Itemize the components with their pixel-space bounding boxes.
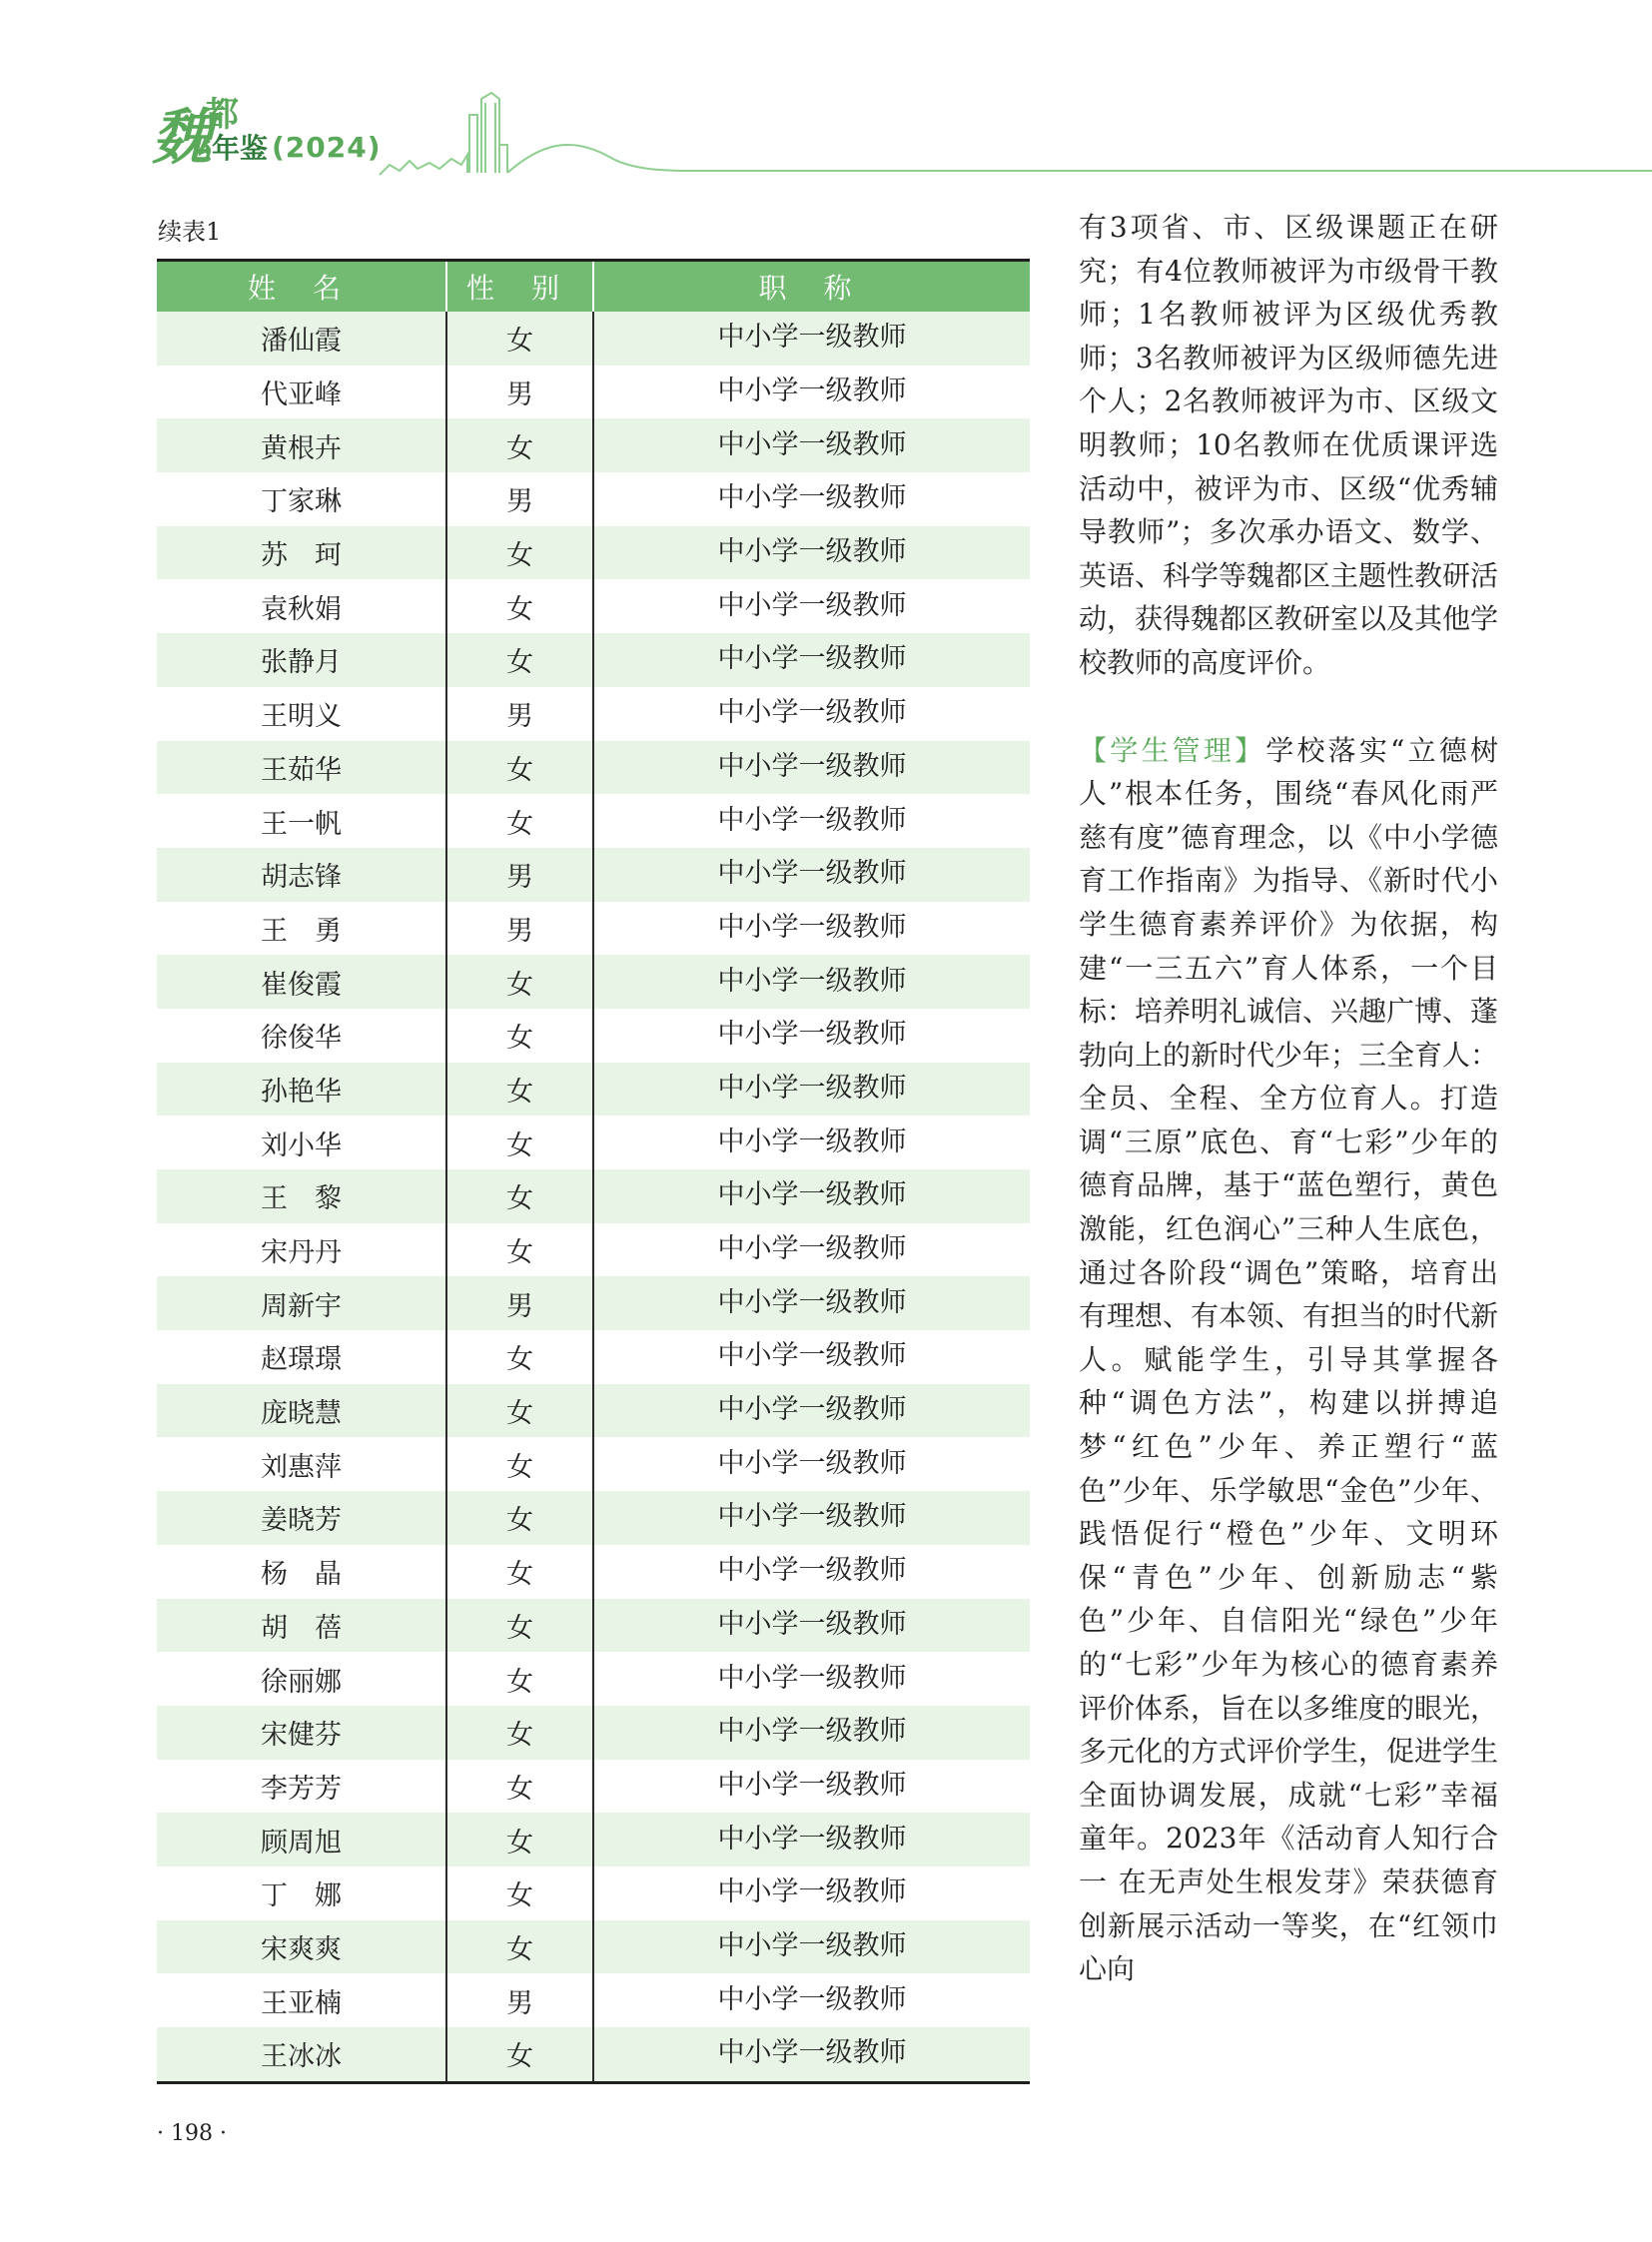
table-row bbox=[157, 1330, 1030, 1384]
cell-title bbox=[593, 1330, 1030, 1384]
cell-title bbox=[593, 1384, 1030, 1438]
cell-gender: 女 bbox=[446, 1063, 593, 1117]
cell-name: 刘小华 bbox=[157, 1116, 446, 1169]
table-row bbox=[157, 902, 1030, 956]
table-row bbox=[157, 1276, 1030, 1330]
logo-year: (2024) bbox=[272, 131, 382, 164]
cell-title-text: 中小学一级教师 bbox=[717, 589, 907, 621]
cell-gender: 女 bbox=[446, 312, 593, 366]
cell-name: 王亚楠 bbox=[157, 1973, 446, 2027]
cell-title-text: 中小学一级教师 bbox=[717, 1929, 907, 1961]
table-row bbox=[157, 955, 1030, 1009]
table-row bbox=[157, 633, 1030, 687]
cell-gender: 女 bbox=[446, 1223, 593, 1277]
cell-title-text: 中小学一级教师 bbox=[717, 2037, 907, 2069]
table-row bbox=[157, 472, 1030, 526]
cell-gender: 女 bbox=[446, 633, 593, 687]
cell-gender: 男 bbox=[446, 1973, 593, 2027]
cell-title-text: 中小学一级教师 bbox=[717, 1394, 907, 1426]
cell-title-text: 中小学一级教师 bbox=[717, 1983, 907, 2015]
cell-title bbox=[593, 741, 1030, 795]
cell-name: 姜晓芳 bbox=[157, 1491, 446, 1545]
table-row bbox=[157, 741, 1030, 795]
table-header-row bbox=[157, 261, 1030, 313]
header-name: 姓 名 bbox=[157, 261, 446, 313]
cell-name: 杨 晶 bbox=[157, 1545, 446, 1599]
cell-name: 王 勇 bbox=[157, 902, 446, 956]
cell-title bbox=[593, 1599, 1030, 1653]
cell-title-text: 中小学一级教师 bbox=[717, 1286, 907, 1318]
cell-title-text: 中小学一级教师 bbox=[717, 1019, 907, 1051]
table-row bbox=[157, 1384, 1030, 1438]
cell-title-text: 中小学一级教师 bbox=[717, 643, 907, 675]
cell-title-text: 中小学一级教师 bbox=[717, 482, 907, 514]
cell-gender: 女 bbox=[446, 1760, 593, 1814]
table-row bbox=[157, 2027, 1030, 2082]
table-row bbox=[157, 1867, 1030, 1920]
cell-name: 潘仙霞 bbox=[157, 312, 446, 366]
cell-gender: 女 bbox=[446, 2027, 593, 2082]
cell-gender: 女 bbox=[446, 1384, 593, 1438]
cell-title-text: 中小学一级教师 bbox=[717, 1769, 907, 1801]
section-label: 【学生管理】 bbox=[1079, 733, 1266, 767]
cell-title-text: 中小学一级教师 bbox=[717, 322, 907, 354]
cell-name: 胡志锋 bbox=[157, 848, 446, 902]
cell-name: 顾周旭 bbox=[157, 1813, 446, 1867]
cell-title bbox=[593, 1973, 1030, 2027]
cell-title bbox=[593, 1491, 1030, 1545]
table-row bbox=[157, 1116, 1030, 1169]
cell-title bbox=[593, 1706, 1030, 1760]
cell-gender: 男 bbox=[446, 902, 593, 956]
cell-gender: 男 bbox=[446, 687, 593, 741]
cell-gender: 男 bbox=[446, 848, 593, 902]
table-row bbox=[157, 579, 1030, 633]
cell-gender: 女 bbox=[446, 1330, 593, 1384]
cell-title bbox=[593, 1063, 1030, 1117]
cell-gender: 女 bbox=[446, 418, 593, 472]
cell-title-text: 中小学一级教师 bbox=[717, 536, 907, 568]
cell-title-text: 中小学一级教师 bbox=[717, 697, 907, 729]
cell-title bbox=[593, 1920, 1030, 1974]
cell-title-text: 中小学一级教师 bbox=[717, 1662, 907, 1694]
cell-title bbox=[593, 1545, 1030, 1599]
paragraph-student-management-text: 学校落实“立德树人”根本任务，围绕“春风化雨严慈有度”德育理念，以《中小学德育工作指南》为指导、《新时代小学生德育素养评价》为依据，构建“一三五六”育人体系，一个目标：培养明礼诚信、兴趣广博、蓬勃向上的新时代少年；三全育人：全员、全程、全方位育人。打造调“三原”底色、育“七彩”少年的德育品牌，基于“蓝色塑行，黄色激能，红色润心”三种人生底色，通过各阶段“调色”策略，培育出有理想、有本领、有担当的时代新人。赋能学生，引导其掌握各种“调色方法”，构建以拼搏追梦“红色”少年、养正塑行“蓝色”少年、乐学敏思“金色”少年、践悟促行“橙色”少年、文明环保“青色”少年、创新励志“紫色”少年、自信阳光“绿色”少年的“七彩”少年为核心的德育素养评价体系，旨在以多维度的眼光，多元化的方式评价学生，促进学生全面协调发展，成就“七彩”幸福童年。2023年《活动育人知行合一 在无声处生根发芽》荣获德育创新展示活动一等奖，在“红领巾心向 bbox=[1079, 733, 1499, 1986]
cell-gender: 女 bbox=[446, 741, 593, 795]
cell-title bbox=[593, 848, 1030, 902]
cell-name: 黄根卉 bbox=[157, 418, 446, 472]
cell-name: 王茹华 bbox=[157, 741, 446, 795]
cell-title-text: 中小学一级教师 bbox=[717, 1555, 907, 1587]
table-row bbox=[157, 366, 1030, 419]
cell-name: 袁秋娟 bbox=[157, 579, 446, 633]
header-title: 职 称 bbox=[593, 261, 1030, 313]
cell-title-text: 中小学一级教师 bbox=[717, 965, 907, 997]
cell-title bbox=[593, 1760, 1030, 1814]
cell-name: 丁 娜 bbox=[157, 1867, 446, 1920]
table-row bbox=[157, 1973, 1030, 2027]
cell-title bbox=[593, 1867, 1030, 1920]
cell-name: 苏 珂 bbox=[157, 526, 446, 580]
cell-title-text: 中小学一级教师 bbox=[717, 1823, 907, 1855]
cell-title bbox=[593, 687, 1030, 741]
cell-gender: 女 bbox=[446, 1920, 593, 1974]
cell-name: 崔俊霞 bbox=[157, 955, 446, 1009]
table-row bbox=[157, 418, 1030, 472]
cell-title-text: 中小学一级教师 bbox=[717, 375, 907, 407]
cell-title bbox=[593, 794, 1030, 848]
cell-title-text: 中小学一级教师 bbox=[717, 1125, 907, 1157]
cell-title-text: 中小学一级教师 bbox=[717, 1340, 907, 1372]
cell-gender: 女 bbox=[446, 955, 593, 1009]
logo-du: 都 bbox=[205, 95, 239, 135]
logo-wei: 魏 bbox=[152, 103, 212, 173]
cell-title-text: 中小学一级教师 bbox=[717, 1608, 907, 1640]
table-row bbox=[157, 1169, 1030, 1223]
cell-title bbox=[593, 902, 1030, 956]
cell-name: 王明义 bbox=[157, 687, 446, 741]
cell-gender: 女 bbox=[446, 1491, 593, 1545]
cell-title-text: 中小学一级教师 bbox=[717, 1072, 907, 1104]
cell-name: 宋爽爽 bbox=[157, 1920, 446, 1974]
cell-name: 丁家琳 bbox=[157, 472, 446, 526]
cell-gender: 女 bbox=[446, 1116, 593, 1169]
cell-gender: 女 bbox=[446, 1813, 593, 1867]
cell-title-text: 中小学一级教师 bbox=[717, 428, 907, 460]
cell-name: 赵璟璟 bbox=[157, 1330, 446, 1384]
table-row bbox=[157, 794, 1030, 848]
cell-title-text: 中小学一级教师 bbox=[717, 1447, 907, 1479]
table-row bbox=[157, 1009, 1030, 1063]
cell-name: 张静月 bbox=[157, 633, 446, 687]
table-row bbox=[157, 1920, 1030, 1974]
cell-name: 徐俊华 bbox=[157, 1009, 446, 1063]
body-text-column bbox=[1079, 206, 1498, 1991]
cell-gender: 女 bbox=[446, 1545, 593, 1599]
cell-title-text: 中小学一级教师 bbox=[717, 1233, 907, 1265]
table-row bbox=[157, 526, 1030, 580]
cell-gender: 男 bbox=[446, 366, 593, 419]
cell-title-text: 中小学一级教师 bbox=[717, 750, 907, 782]
cell-title bbox=[593, 1652, 1030, 1706]
table-caption: 续表1 bbox=[158, 218, 222, 246]
cell-title bbox=[593, 1116, 1030, 1169]
table-row bbox=[157, 1223, 1030, 1277]
cell-name: 王冰冰 bbox=[157, 2027, 446, 2082]
cell-name: 胡 蓓 bbox=[157, 1599, 446, 1653]
cell-title-text: 中小学一级教师 bbox=[717, 1501, 907, 1533]
cell-gender: 男 bbox=[446, 1276, 593, 1330]
cell-gender: 女 bbox=[446, 526, 593, 580]
cell-name: 王 黎 bbox=[157, 1169, 446, 1223]
paragraph-research: 有3项省、市、区级课题正在研究；有4位教师被评为市级骨干教师；1名教师被评为区级优秀教师；3名教师被评为区级师德先进个人；2名教师被评为市、区级文明教师；10名教师在优质课评选活动中，被评为市、区级“优秀辅导教师”；多次承办语文、数学、英语、科学等魏都区主题性教研活动，获得魏都区教研室以及其他学校教师的高度评价。 bbox=[1079, 211, 1499, 679]
cell-name: 庞晓慧 bbox=[157, 1384, 446, 1438]
paragraph-student-management bbox=[1079, 729, 1498, 1991]
cell-title-text: 中小学一级教师 bbox=[717, 1716, 907, 1748]
table-row bbox=[157, 1652, 1030, 1706]
cell-title-text: 中小学一级教师 bbox=[717, 911, 907, 943]
cell-title bbox=[593, 633, 1030, 687]
table-row bbox=[157, 1813, 1030, 1867]
table-row bbox=[157, 1706, 1030, 1760]
cell-gender: 女 bbox=[446, 1867, 593, 1920]
cell-title bbox=[593, 1437, 1030, 1491]
table-row bbox=[157, 848, 1030, 902]
cell-title bbox=[593, 1009, 1030, 1063]
table-row bbox=[157, 1063, 1030, 1117]
header-gender: 性 别 bbox=[446, 261, 593, 313]
cell-title bbox=[593, 1276, 1030, 1330]
cell-name: 刘惠萍 bbox=[157, 1437, 446, 1491]
table-row bbox=[157, 1599, 1030, 1653]
cell-title-text: 中小学一级教师 bbox=[717, 804, 907, 836]
page-number: · 198 · bbox=[157, 2121, 227, 2146]
cell-name: 宋丹丹 bbox=[157, 1223, 446, 1277]
cell-name: 孙艳华 bbox=[157, 1063, 446, 1117]
table-row bbox=[157, 687, 1030, 741]
cell-gender: 女 bbox=[446, 1652, 593, 1706]
table-row bbox=[157, 1491, 1030, 1545]
table-row bbox=[157, 312, 1030, 366]
cell-name: 周新宇 bbox=[157, 1276, 446, 1330]
cell-gender: 女 bbox=[446, 1169, 593, 1223]
cell-title bbox=[593, 472, 1030, 526]
table-row bbox=[157, 1760, 1030, 1814]
cell-gender: 女 bbox=[446, 1706, 593, 1760]
cell-gender: 女 bbox=[446, 1437, 593, 1491]
table-row bbox=[157, 1545, 1030, 1599]
teacher-table bbox=[157, 259, 1030, 2084]
table-body bbox=[157, 312, 1030, 2082]
cell-title-text: 中小学一级教师 bbox=[717, 1876, 907, 1908]
cell-name: 徐丽娜 bbox=[157, 1652, 446, 1706]
cell-title bbox=[593, 366, 1030, 419]
cell-title bbox=[593, 1813, 1030, 1867]
cell-name: 宋健芬 bbox=[157, 1706, 446, 1760]
cell-name: 王一帆 bbox=[157, 794, 446, 848]
cell-gender: 男 bbox=[446, 472, 593, 526]
logo-nianjian: 年鉴 bbox=[212, 132, 269, 165]
cell-gender: 女 bbox=[446, 794, 593, 848]
cell-title bbox=[593, 1223, 1030, 1277]
cell-name: 代亚峰 bbox=[157, 366, 446, 419]
cell-title bbox=[593, 579, 1030, 633]
cell-title bbox=[593, 418, 1030, 472]
cell-title-text: 中小学一级教师 bbox=[717, 858, 907, 890]
cell-gender: 女 bbox=[446, 1009, 593, 1063]
cell-title bbox=[593, 312, 1030, 366]
cell-name: 李芳芳 bbox=[157, 1760, 446, 1814]
cell-title-text: 中小学一级教师 bbox=[717, 1179, 907, 1211]
cell-gender: 女 bbox=[446, 579, 593, 633]
cell-title bbox=[593, 2027, 1030, 2082]
cell-title bbox=[593, 1169, 1030, 1223]
cell-title bbox=[593, 526, 1030, 580]
cell-title bbox=[593, 955, 1030, 1009]
page-header bbox=[0, 0, 1652, 180]
cell-gender: 女 bbox=[446, 1599, 593, 1653]
table-row bbox=[157, 1437, 1030, 1491]
